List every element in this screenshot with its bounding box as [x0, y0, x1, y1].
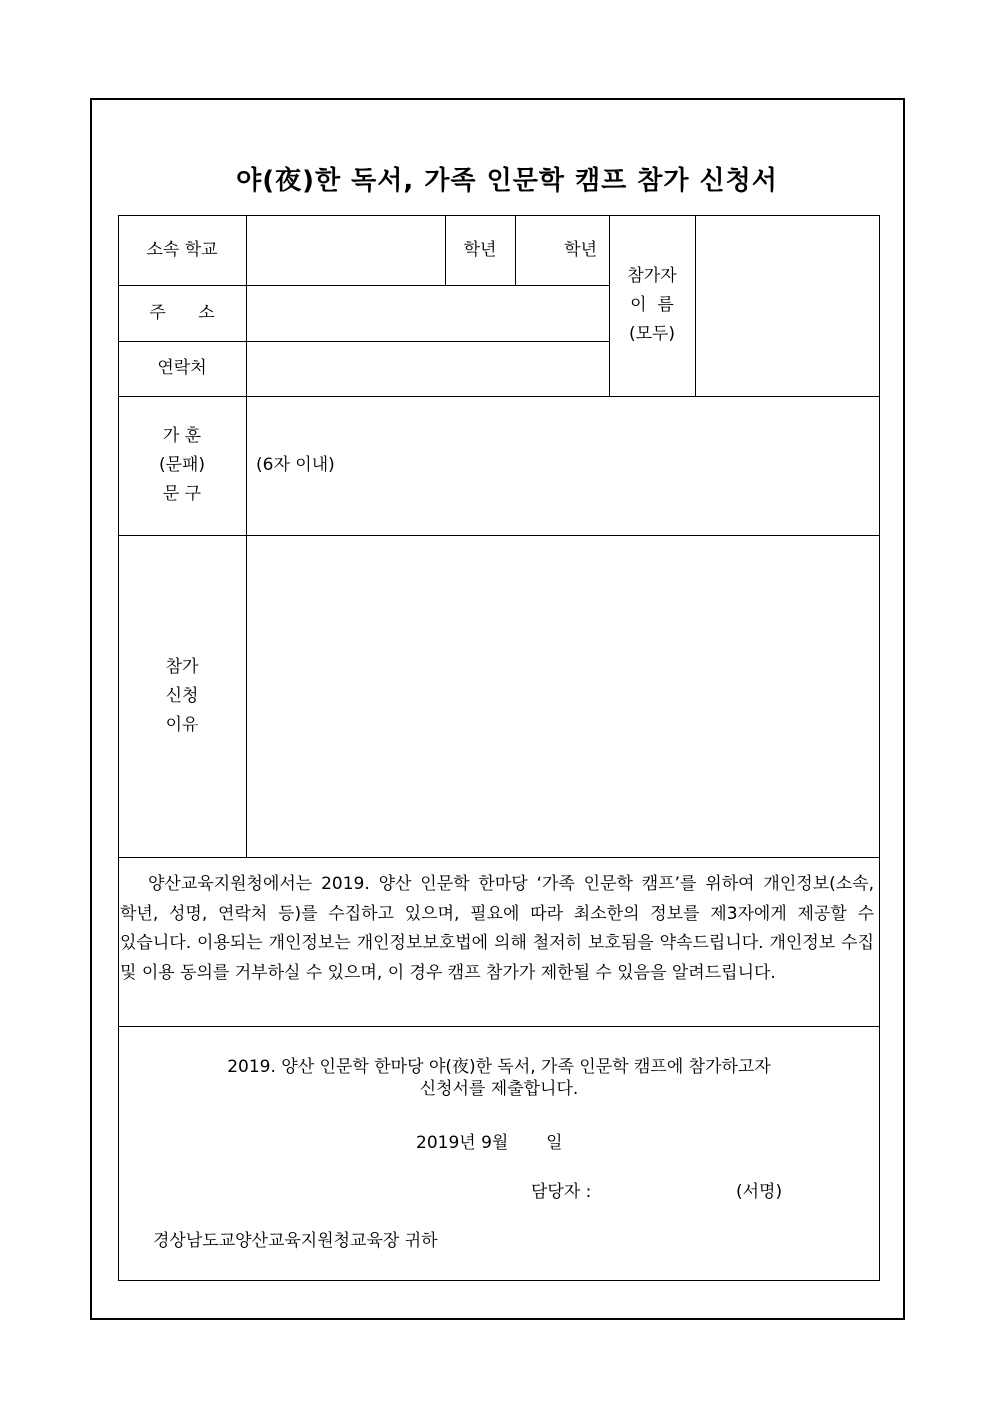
- table-row-divider: [118, 857, 880, 858]
- motto-hint: (6자 이내): [256, 455, 335, 475]
- school-input[interactable]: [246, 215, 445, 285]
- contact-input[interactable]: [246, 341, 609, 396]
- motto-label-line: 문 구: [162, 484, 202, 504]
- motto-label-line: 가 훈: [162, 426, 202, 446]
- pledge-line: 2019. 양산 인문학 한마당 야(夜)한 독서, 가족 인문학 캠프에 참가하고자: [227, 1057, 771, 1077]
- application-date: 2019년 9월 일: [416, 1133, 563, 1153]
- reason-label: [118, 535, 246, 857]
- participants-label-line: 이 름: [630, 295, 674, 315]
- school-label: 소속 학교: [146, 239, 218, 260]
- reason-label-line: 참가: [165, 656, 199, 677]
- reason-label-line: 이유: [165, 714, 199, 735]
- addressee: 경상남도교양산교육지원청교육장 귀하: [153, 1231, 438, 1251]
- form-title: 야(夜)한 독서, 가족 인문학 캠프 참가 신청서: [236, 166, 778, 196]
- contact-label: 연락처: [157, 358, 207, 378]
- signer-label: 담당자 :: [531, 1182, 592, 1202]
- motto-input[interactable]: [246, 396, 880, 535]
- signature-label: (서명): [736, 1182, 783, 1202]
- participants-label-line: 참가자: [627, 266, 677, 286]
- reason-input[interactable]: [246, 535, 880, 857]
- pledge-line: 신청서를 제출합니다.: [419, 1079, 579, 1099]
- grade-unit-label: 학년: [564, 239, 597, 260]
- participants-label-line: (모두): [628, 324, 676, 344]
- address-label: 주 소: [149, 302, 215, 323]
- reason-label-line: 신청: [165, 685, 199, 706]
- motto-label: [118, 396, 246, 535]
- privacy-notice: 양산교육지원청에서는 2019. 양산 인문학 한마당 ‘가족 인문학 캠프’를 위하여 개인정보(소속, 학년, 성명, 연락처 등)를 수집하고 있으며, 필요에 따라 최소한의 정보를 제3자에게 제공할 수 있습니다. 이용되는 개인정보는 개인정보보호법에 의해 철저히 보호됨을 약속드립니다. 개인정보 수집 및 이용 동의를 거부하실 수 있으며, 이 경우 캠프 참가가 제한될 수 있음을 알려드립니다.: [120, 874, 874, 983]
- table-row-divider: [118, 1026, 880, 1027]
- grade-label: 학년: [463, 239, 497, 260]
- participants-label: [609, 215, 695, 396]
- address-input[interactable]: [246, 285, 609, 341]
- participants-input[interactable]: [695, 215, 880, 396]
- motto-label-line: (문패): [158, 455, 206, 475]
- grade-input[interactable]: [515, 215, 609, 285]
- pledge-statement: [120, 1056, 878, 1100]
